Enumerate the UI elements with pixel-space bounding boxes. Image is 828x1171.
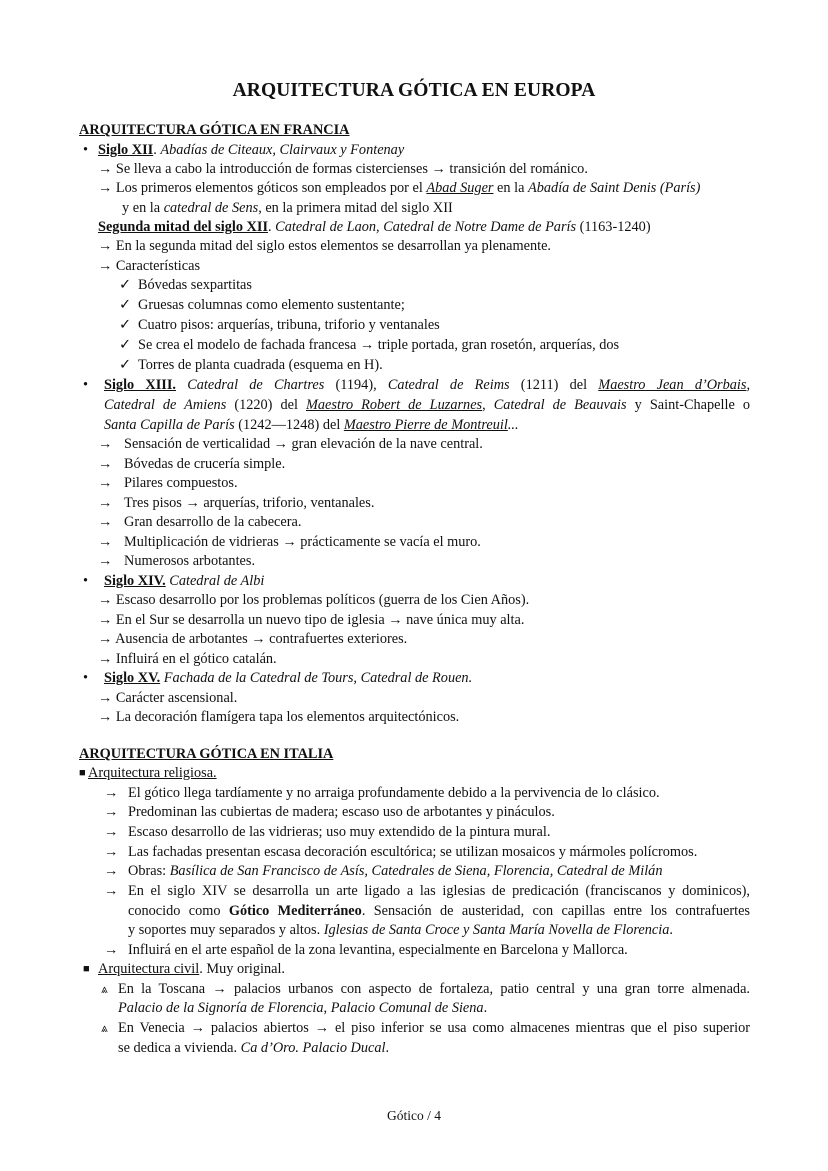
text-span: ,	[482, 397, 494, 413]
siglo-xii-examples: Abadías de Citeaux, Clairvaux y Fontenay	[160, 142, 405, 158]
siglo-xiv-line	[104, 572, 264, 591]
segunda-mitad-line: Segunda mitad del siglo XII. Catedral de Laon, Catedral de Notre Dame de París (1163-1240)	[98, 219, 651, 235]
list-item: Pilares compuestos.	[124, 475, 238, 491]
siglo-xii-line: Siglo XII. Abadías de Citeaux, Clairvaux y Fontenay	[98, 142, 405, 158]
siglo-xiv-label: Siglo XIV.	[104, 573, 166, 589]
list-item: Influirá en el arte español de la zona levantina, especialmente en Barcelona y Mallorca.	[128, 942, 628, 958]
siglo-xiii-line-3	[104, 416, 519, 435]
segunda-mitad-dates: (1163-1240)	[576, 219, 651, 235]
text-line: → Carácter ascensional.	[98, 690, 238, 706]
text-span: ,	[746, 377, 751, 393]
text-line: → Ausencia de arbotantes → contrafuertes exteriores.	[98, 631, 408, 647]
gotico-mediterraneo: Gótico Mediterráneo	[228, 903, 362, 919]
text-span: Maestro Jean d’Orbais	[598, 377, 747, 393]
text-span: (1194),	[324, 377, 388, 393]
list-item: Las fachadas presentan escasa decoración escultórica; se utilizan mosaicos y mármoles polícromos.	[128, 844, 698, 860]
checkmark-icon: ✓	[119, 277, 131, 293]
siglo-xiii-line-1	[104, 376, 750, 395]
text-line: → En la segunda mitad del siglo estos elementos se desarrollan ya plenamente.	[98, 238, 552, 254]
abad-suger: Abad Suger	[426, 180, 494, 196]
text-span: .	[385, 1040, 390, 1056]
text-span: (1211) del	[509, 377, 599, 393]
list-item: En el siglo XIV se desarrolla un arte ligado a las iglesias de predicación (franciscanos y dominicos),	[128, 883, 750, 899]
arrow-icon: →	[98, 436, 113, 452]
text-span: Catedral de Beauvais	[493, 397, 627, 413]
text-span: Palacio de la Signoría de Florencia	[118, 1000, 324, 1016]
section-heading-francia: ARQUITECTURA GÓTICA EN FRANCIA	[79, 122, 350, 138]
list-item: Bóvedas de crucería simple.	[124, 456, 286, 472]
checkmark-icon: ✓	[119, 297, 131, 313]
section-heading-italia: ARQUITECTURA GÓTICA EN ITALIA	[79, 746, 334, 762]
siglo-xiv-examples: Catedral de Albi	[169, 573, 265, 589]
square-bullet-icon: ■	[79, 767, 86, 779]
checkmark-icon: ✓	[119, 337, 131, 353]
text-span: en la	[493, 180, 529, 196]
arrow-icon: →	[104, 824, 119, 840]
arrow-icon: →	[104, 942, 119, 958]
arrow-icon: →	[98, 495, 113, 511]
list-item: Numerosos arbotantes.	[124, 553, 256, 569]
arrow-icon: →	[98, 456, 113, 472]
text-span: , en la primera mitad del siglo XII	[258, 200, 453, 216]
text-span: Catedral de Amiens	[104, 397, 227, 413]
text-span: (1220) del	[226, 397, 306, 413]
text-span: Iglesias de Santa Croce y Santa María Novella de Florencia	[323, 922, 670, 938]
siglo-xv-examples: Fachada de la Catedral de Tours, Catedral de Rouen.	[163, 670, 473, 686]
text-span: . Muy original.	[199, 961, 286, 977]
list-item: Tres pisos → arquerías, triforio, ventanales.	[124, 495, 375, 511]
civil-label: Arquitectura civil	[98, 961, 200, 977]
text-line: → En el Sur se desarrolla un nuevo tipo de iglesia → nave única muy alta.	[98, 612, 525, 628]
text-line: → Influirá en el gótico catalán.	[98, 651, 277, 667]
text-span: Maestro Robert de Luzarnes	[306, 397, 483, 413]
page-title: ARQUITECTURA GÓTICA EN EUROPA	[232, 80, 596, 101]
check-item: Cuatro pisos: arquerías, tribuna, triforio y ventanales	[138, 317, 440, 333]
checkmark-icon: ✓	[119, 317, 131, 333]
list-item: En Venecia → palacios abiertos → el piso inferior se usa como almacenes mientras que el piso superior	[118, 1020, 750, 1036]
bullet-dot: •	[83, 670, 89, 686]
list-item: Predominan las cubiertas de madera; escaso uso de arbotantes y pináculos.	[128, 804, 555, 820]
check-item: Gruesas columnas como elemento sustentante;	[138, 297, 405, 313]
text-span: se dedica a vivienda.	[118, 1040, 241, 1056]
text-span: Palacio Comunal de Siena	[330, 1000, 484, 1016]
siglo-xiii-line-2	[104, 396, 750, 415]
text-span: y soportes muy separados y altos.	[128, 922, 324, 938]
text-span: Catedral de Reims	[387, 377, 510, 393]
list-item: Multiplicación de vidrieras → prácticamente se vacía el muro.	[124, 534, 481, 550]
text-span: . Sensación de austeridad, con capillas entre los contrafuertes	[361, 903, 750, 919]
text-span: → Los primeros elementos góticos son empleados por el	[98, 180, 427, 196]
text-span: y Saint-Chapelle o	[626, 397, 750, 413]
catedral-sens: catedral de Sens	[163, 200, 259, 216]
text-span: y en la	[122, 200, 164, 216]
arrow-icon: →	[104, 785, 119, 801]
list-item	[128, 862, 662, 881]
text-span: Maestro Pierre de Montreuil	[343, 417, 508, 433]
list-item: El gótico llega tardíamente y no arraiga profundamente debido a la pervivencia de lo clásico.	[128, 785, 660, 801]
text-span: (1242—1248) del	[234, 417, 344, 433]
text-span: .	[669, 922, 673, 938]
arrow-icon: →	[104, 863, 119, 879]
arrow-icon: →	[98, 534, 113, 550]
caret-up-icon: ⩓	[101, 1021, 108, 1035]
list-item: En la Toscana → palacios urbanos con aspecto de fortaleza, patio central y una gran torre almenada.	[118, 981, 750, 997]
text-line: → La decoración flamígera tapa los elementos arquitectónicos.	[98, 709, 460, 725]
bullet-dot: •	[83, 573, 89, 589]
text-span: Obras:	[128, 863, 170, 879]
siglo-xiii-label: Siglo XIII.	[104, 377, 176, 393]
text-line	[128, 902, 750, 921]
check-item: Se crea el modelo de fachada francesa → triple portada, gran rosetón, arquerías, dos	[138, 337, 620, 353]
text-span: conocido como	[128, 903, 229, 919]
checkmark-icon: ✓	[119, 357, 131, 373]
page-footer: Gótico / 4	[387, 1108, 441, 1123]
text-span: ...	[507, 417, 519, 433]
obras-examples: Basílica de San Francisco de Asís, Catedrales de Siena, Florencia, Catedral de Milán	[169, 863, 663, 879]
text-line	[98, 179, 700, 198]
text-span: Catedral de Chartres	[187, 377, 325, 393]
arrow-icon: →	[98, 475, 113, 491]
text-span: ,	[323, 1000, 331, 1016]
list-item: Gran desarrollo de la cabecera.	[124, 514, 302, 530]
text-span: .	[483, 1000, 488, 1016]
arrow-icon: →	[98, 514, 113, 530]
check-item: Bóvedas sexpartitas	[138, 277, 252, 293]
text-line	[118, 999, 487, 1018]
square-bullet-icon: ■	[83, 963, 90, 975]
arrow-icon: →	[104, 804, 119, 820]
arrow-icon: →	[98, 553, 113, 569]
list-item: Escaso desarrollo de las vidrieras; uso muy extendido de la pintura mural.	[128, 824, 551, 840]
siglo-xii-label: Siglo XII	[98, 142, 154, 158]
bullet-dot: •	[83, 377, 89, 393]
list-item: Sensación de verticalidad → gran elevación de la nave central.	[124, 436, 483, 452]
text-span: Ca d’Oro. Palacio Ducal	[240, 1040, 386, 1056]
caret-up-icon: ⩓	[101, 982, 108, 996]
text-line	[122, 199, 453, 218]
segunda-mitad-examples: Catedral de Laon, Catedral de Notre Dame de París	[275, 219, 577, 235]
bullet-dot: •	[83, 142, 89, 158]
arrow-icon: →	[104, 883, 119, 899]
check-item: Torres de planta cuadrada (esquema en H).	[138, 357, 383, 373]
text-line	[128, 921, 673, 940]
text-line	[118, 1039, 389, 1058]
text-line: → Características	[98, 258, 201, 274]
arrow-icon: →	[104, 844, 119, 860]
siglo-xv-label: Siglo XV.	[104, 670, 161, 686]
text-line: → Escaso desarrollo por los problemas políticos (guerra de los Cien Años).	[98, 592, 530, 608]
text-line: → Se lleva a cabo la introducción de formas cistercienses → transición del románico.	[98, 161, 588, 177]
civil-line	[98, 960, 285, 979]
siglo-xv-line	[104, 669, 472, 688]
text-span: Santa Capilla de París	[104, 417, 235, 433]
abadia-saint-denis: Abadía de Saint Denis (París)	[528, 180, 701, 196]
segunda-mitad-label: Segunda mitad del siglo XII	[98, 219, 269, 235]
religiosa-label: Arquitectura religiosa.	[88, 765, 217, 781]
